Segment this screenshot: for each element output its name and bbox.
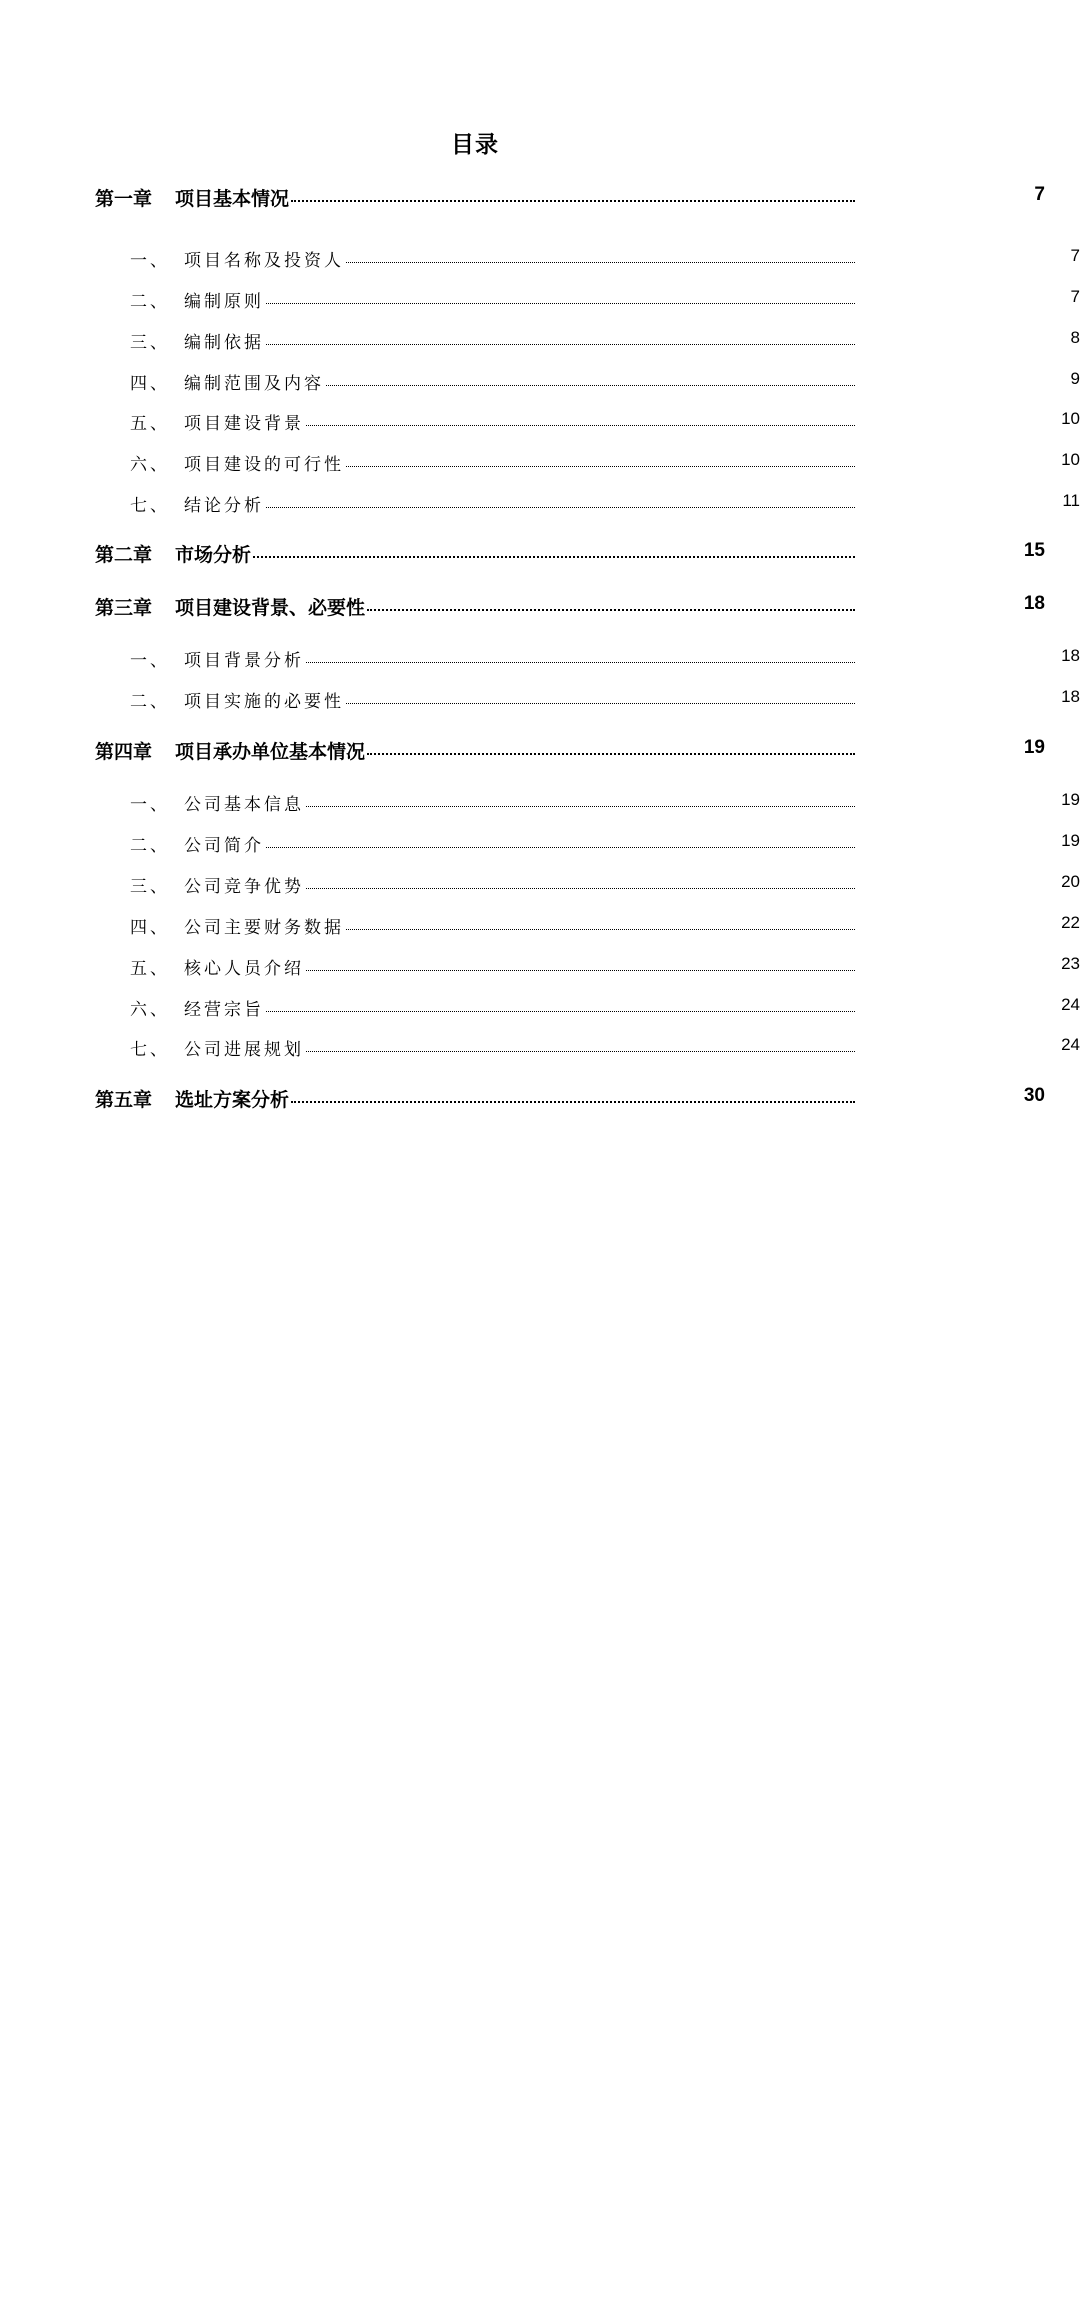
entry-label: 公司主要财务数据 — [184, 918, 344, 938]
toc-entry-section[interactable] — [130, 246, 1080, 271]
entry-page-number: 19 — [1061, 831, 1080, 850]
entry-label: 项目基本情况 — [175, 188, 290, 210]
entry-number: 二、 — [130, 692, 170, 712]
entry-page-number: 24 — [1061, 995, 1080, 1014]
entry-label: 编制依据 — [184, 333, 264, 353]
toc-entry-section[interactable] — [130, 409, 1080, 434]
entry-label: 核心人员介绍 — [184, 959, 304, 979]
toc-entry-section[interactable] — [130, 450, 1080, 475]
entry-page-number: 18 — [1023, 593, 1045, 614]
entry-number: 第二章 — [95, 544, 153, 566]
entry-page-number: 7 — [1070, 246, 1080, 265]
entry-label: 选址方案分析 — [175, 1089, 290, 1111]
entry-page-number: 15 — [1023, 540, 1045, 561]
toc-entry-section[interactable] — [130, 954, 1080, 979]
toc-entry-chapter-3[interactable] — [95, 593, 1045, 620]
toc-entry-chapter-5[interactable] — [95, 1085, 1045, 1112]
entry-page-number: 19 — [1023, 737, 1045, 758]
entry-label: 编制原则 — [184, 292, 264, 312]
entry-label: 项目建设背景 — [184, 414, 304, 434]
entry-page-number: 7 — [1034, 184, 1045, 205]
entry-label: 经营宗旨 — [184, 1000, 264, 1020]
entry-page-number: 7 — [1070, 287, 1080, 306]
entry-page-number: 23 — [1061, 954, 1080, 973]
entry-page-number: 18 — [1061, 687, 1080, 706]
entry-label: 结论分析 — [184, 496, 264, 516]
entry-number: 二、 — [130, 292, 170, 312]
entry-label: 公司进展规划 — [184, 1040, 304, 1060]
entry-label: 项目背景分析 — [184, 651, 304, 671]
toc-entry-section[interactable] — [130, 872, 1080, 897]
entry-page-number: 22 — [1061, 913, 1080, 932]
entry-label: 公司基本信息 — [184, 795, 304, 815]
toc-entry-chapter-1[interactable] — [95, 184, 1045, 211]
entry-page-number: 10 — [1061, 409, 1080, 428]
toc-entry-section[interactable] — [130, 369, 1080, 394]
entry-number: 三、 — [130, 877, 170, 897]
entry-number: 四、 — [130, 918, 170, 938]
toc-entry-section[interactable] — [130, 287, 1080, 312]
entry-number: 二、 — [130, 836, 170, 856]
entry-page-number: 24 — [1061, 1035, 1080, 1054]
entry-number: 六、 — [130, 1000, 170, 1020]
entry-number: 第三章 — [95, 597, 153, 619]
entry-page-number: 9 — [1070, 369, 1080, 388]
entry-label: 项目承办单位基本情况 — [175, 741, 366, 763]
entry-number: 五、 — [130, 414, 170, 434]
entry-label: 公司竞争优势 — [184, 877, 304, 897]
entry-number: 六、 — [130, 455, 170, 475]
toc-entry-section[interactable] — [130, 790, 1080, 815]
toc-entry-section[interactable] — [130, 995, 1080, 1020]
toc-entry-chapter-4[interactable] — [95, 737, 1045, 764]
entry-page-number: 8 — [1070, 328, 1080, 347]
entry-page-number: 18 — [1061, 646, 1080, 665]
entry-label: 项目名称及投资人 — [184, 251, 344, 271]
toc-entry-chapter-2[interactable] — [95, 540, 1045, 567]
entry-label: 市场分析 — [175, 544, 252, 566]
toc-entry-section[interactable] — [130, 831, 1080, 856]
entry-number: 第五章 — [95, 1089, 153, 1111]
entry-number: 三、 — [130, 333, 170, 353]
entry-label: 编制范围及内容 — [184, 374, 324, 394]
entry-label: 项目建设的可行性 — [184, 455, 344, 475]
toc-entry-section[interactable] — [130, 646, 1080, 671]
toc-entry-section[interactable] — [130, 1035, 1080, 1060]
entry-number: 一、 — [130, 651, 170, 671]
entry-label: 公司简介 — [184, 836, 264, 856]
entry-number: 第四章 — [95, 741, 153, 763]
toc-title: 目录 — [451, 132, 499, 158]
toc-entry-section[interactable] — [130, 491, 1080, 516]
toc-entry-section[interactable] — [130, 687, 1080, 712]
entry-page-number: 10 — [1061, 450, 1080, 469]
entry-page-number: 20 — [1061, 872, 1080, 891]
toc-entry-section[interactable] — [130, 913, 1080, 938]
entry-number: 七、 — [130, 1040, 170, 1060]
entry-page-number: 11 — [1062, 491, 1080, 510]
entry-number: 四、 — [130, 374, 170, 394]
entry-number: 第一章 — [95, 188, 153, 210]
entry-number: 五、 — [130, 959, 170, 979]
entry-number: 七、 — [130, 496, 170, 516]
entry-label: 项目建设背景、必要性 — [175, 597, 366, 619]
entry-number: 一、 — [130, 251, 170, 271]
entry-number: 一、 — [130, 795, 170, 815]
entry-page-number: 30 — [1023, 1085, 1045, 1106]
toc-entry-section[interactable] — [130, 328, 1080, 353]
entry-page-number: 19 — [1061, 790, 1080, 809]
entry-label: 项目实施的必要性 — [184, 692, 344, 712]
